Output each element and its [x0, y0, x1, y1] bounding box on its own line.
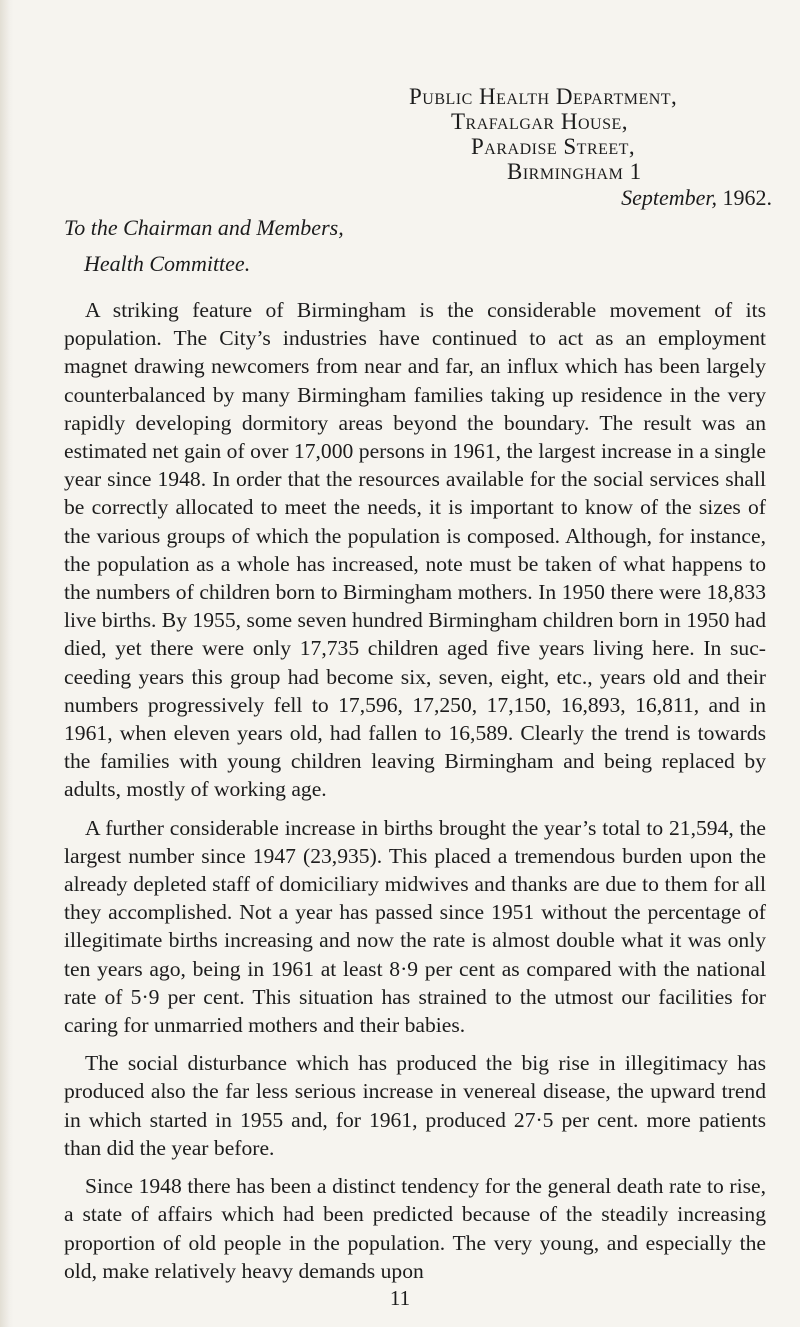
paragraph-venereal-disease: The social disturbance which has produced the big rise in illegitimacy has produced also the far less serious increase in venereal disease, the upward trend in which started in 1955 and, for 1961, produced 27·5 per cent. more patients than did the year before. — [64, 1051, 766, 1160]
address-line-city: Birmingham 1 — [507, 159, 642, 184]
address-line-street: Paradise Street, — [471, 134, 636, 159]
paragraph-population: A striking feature of Birmingham is the considerable movement of its population. The City’s industries have continued to act as an employment magnet drawing newcomers from near and far, an influx which has been largely counterbalanced by many Birmingham families taking up residence in the very rapidly developing dormitory areas beyond the boundary. The result was an estimated net gain of over 17,000 persons in 1961, the largest increase in a single year since 1948. In order that the resources available for the social services shall be correctly allocated to meet the needs, it is important to know of the sizes of the various groups of which the population is composed. Although, for instance, the population as a whole has increased, note must be taken of what happens to the numbers of children born to Birmingham mothers. In 1950 there were 18,833 live births. By 1955, some seven hundred Birmingham children born in 1950 had died, yet there were only 17,735 children aged five years living here. In succeeding years this group had become six, seven, eight, etc., years old and their numbers progressively fell to 17,596, 17,250, 17,150, 16,893, 16,811, and in 1961, when eleven years old, had fallen to 16,589. Clearly the trend is towards the families with young children leaving Birmingham and being replaced by adults, mostly of working age. — [64, 298, 766, 802]
salutation-line-2: Health Committee. — [84, 251, 251, 276]
page-number: 11 — [389, 1286, 411, 1310]
paragraph-death-rate: Since 1948 there has been a distinct tendency for the general death rate to rise, a state of affairs which had been predicted because of the steadily increasing proportion of old people in the population. The very young, and especially the old, make relatively heavy demands upon — [64, 1174, 766, 1283]
letter-date — [621, 185, 772, 211]
letter-body — [64, 296, 766, 1295]
page-edge-shadow — [0, 0, 14, 1327]
sender-address — [409, 84, 779, 184]
salutation-line-1: To the Chairman and Members, — [64, 215, 344, 240]
salutation — [64, 214, 344, 278]
date-month: September, — [621, 185, 717, 210]
paragraph-births: A further considerable increase in births brought the year’s total to 21,594, the largest number since 1947 (23,935). This placed a tremendous burden upon the already depleted staff of domiciliary midwives and thanks are due to them for all they accomplished. Not a year has passed since 1951 without the percentage of illegitimate births increasing and now the rate is almost double what it was only ten years ago, being in 1961 at least 8·9 per cent as compared with the national rate of 5·9 per cent. This situation has strained to the utmost our facilities for caring for unmarried mothers and their babies. — [64, 815, 766, 1038]
address-line-department: Public Health Department, — [409, 84, 678, 109]
date-year: 1962. — [722, 185, 772, 210]
address-line-building: Trafalgar House, — [451, 109, 628, 134]
